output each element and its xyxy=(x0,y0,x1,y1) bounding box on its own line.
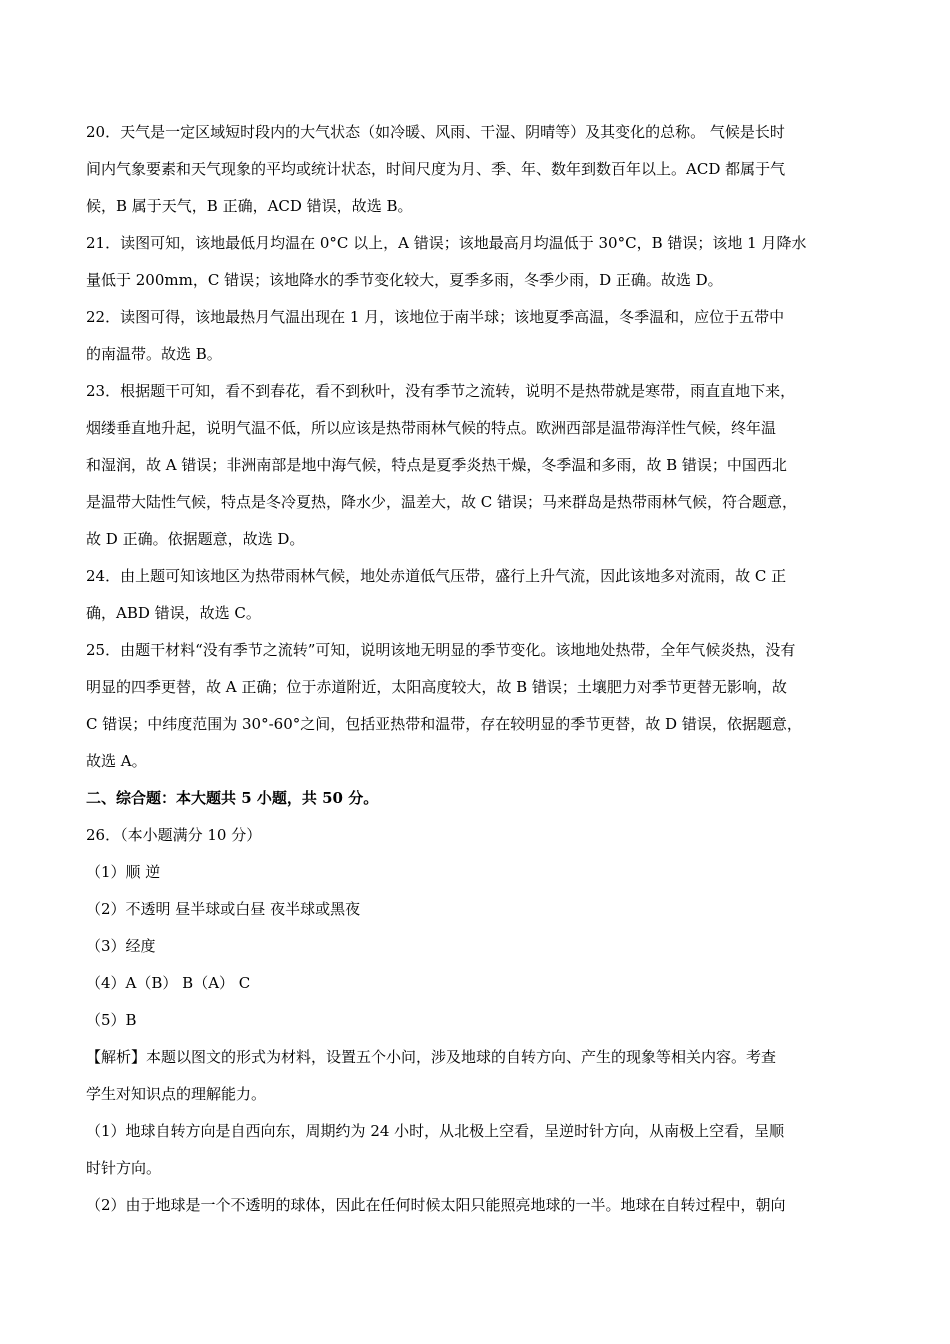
paragraph-q24 xyxy=(86,558,866,632)
text-line: 候，B 属于天气，B 正确，ACD 错误，故选 B。 xyxy=(86,197,413,215)
text-line: 烟缕垂直地升起，说明气温不低，所以应该是热带雨林气候的特点。欧洲西部是温带海洋性气候，终年温 xyxy=(86,419,777,437)
text-line: 22．读图可得，该地最热月气温出现在 1 月，该地位于南半球；该地夏季高温，冬季温和，应位于五带中 xyxy=(86,308,785,326)
text-line: 24．由上题可知该地区为热带雨林气候，地处赤道低气压带，盛行上升气流，因此该地多对流雨，故 C 正 xyxy=(86,567,787,585)
text-line: （1）地球自转方向是自西向东，周期约为 24 小时，从北极上空看，呈逆时针方向，从南极上空看，呈顺 xyxy=(86,1122,785,1140)
paragraph-a4 xyxy=(86,965,866,1002)
paragraph-q23 xyxy=(86,373,866,558)
paragraph-ex2 xyxy=(86,1187,866,1224)
text-line: （3）经度 xyxy=(86,937,156,955)
paragraph-a1 xyxy=(86,854,866,891)
text-line: 量低于 200mm，C 错误；该地降水的季节变化较大，夏季多雨，冬季少雨，D 正确。故选 D。 xyxy=(86,271,723,289)
text-line: 学生对知识点的理解能力。 xyxy=(86,1085,267,1103)
text-line: 21．读图可知，该地最低月均温在 0°C 以上，A 错误；该地最高月均温低于 30°C，B 错误；该地 1 月降水 xyxy=(86,234,807,252)
paragraph-a3 xyxy=(86,928,866,965)
paragraph-q21 xyxy=(86,225,866,299)
text-line: （2）不透明 昼半球或白昼 夜半球或黑夜 xyxy=(86,900,361,918)
paragraph-a5 xyxy=(86,1002,866,1039)
text-line: （4）A（B） B（A） C xyxy=(86,974,251,992)
paragraph-q22 xyxy=(86,299,866,373)
text-line: 23．根据题干可知，看不到春花，看不到秋叶，没有季节之流转，说明不是热带就是寒带，雨直直地下来， xyxy=(86,382,796,400)
paragraph-analysis xyxy=(86,1039,866,1113)
text-line: （1）顺 逆 xyxy=(86,863,161,881)
text-line: 故 D 正确。依据题意，故选 D。 xyxy=(86,530,305,548)
text-line: C 错误；中纬度范围为 30°-60°之间，包括亚热带和温带，存在较明显的季节更替，故 D 错误，依据题意， xyxy=(86,715,802,733)
section-heading xyxy=(86,780,866,817)
text-line: 的南温带。故选 B。 xyxy=(86,345,222,363)
text-line: （2）由于地球是一个不透明的球体，因此在任何时候太阳只能照亮地球的一半。地球在自转过程中，朝向 xyxy=(86,1196,786,1214)
text-line: 是温带大陆性气候，特点是冬冷夏热，降水少，温差大，故 C 错误；马来群岛是热带雨林气候，符合题意， xyxy=(86,493,798,511)
paragraph-q25 xyxy=(86,632,866,780)
paragraph-a2 xyxy=(86,891,866,928)
text-line: 25．由题干材料“没有季节之流转”可知，说明该地无明显的季节变化。该地地处热带，全年气候炎热，没有 xyxy=(86,641,796,659)
text-line: 【解析】本题以图文的形式为材料，设置五个小问，涉及地球的自转方向、产生的现象等相关内容。考查 xyxy=(86,1048,777,1066)
text-line: 26．（本小题满分 10 分） xyxy=(86,826,262,844)
text-line: 确，ABD 错误，故选 C。 xyxy=(86,604,261,622)
text-line: 时针方向。 xyxy=(86,1159,162,1177)
text-line: （5）B xyxy=(86,1011,137,1029)
paragraph-q26 xyxy=(86,817,866,854)
text-line: 二、综合题：本大题共 5 小题，共 50 分。 xyxy=(86,789,379,807)
text-line: 间内气象要素和天气现象的平均或统计状态，时间尺度为月、季、年、数年到数百年以上。ACD 都属于气 xyxy=(86,160,786,178)
paragraph-ex1 xyxy=(86,1113,866,1187)
text-line: 和湿润，故 A 错误；非洲南部是地中海气候，特点是夏季炎热干燥，冬季温和多雨，故 B 错误；中国西北 xyxy=(86,456,787,474)
text-line: 故选 A。 xyxy=(86,752,147,770)
text-line: 明显的四季更替，故 A 正确；位于赤道附近，太阳高度较大，故 B 错误；土壤肥力对季节更替无影响，故 xyxy=(86,678,787,696)
paragraph-q20 xyxy=(86,114,866,225)
document-body xyxy=(86,114,866,1224)
document-page xyxy=(86,114,866,1224)
text-line: 20．天气是一定区域短时段内的大气状态（如冷暖、风雨、干湿、阴晴等）及其变化的总称。 气候是长时 xyxy=(86,123,785,141)
